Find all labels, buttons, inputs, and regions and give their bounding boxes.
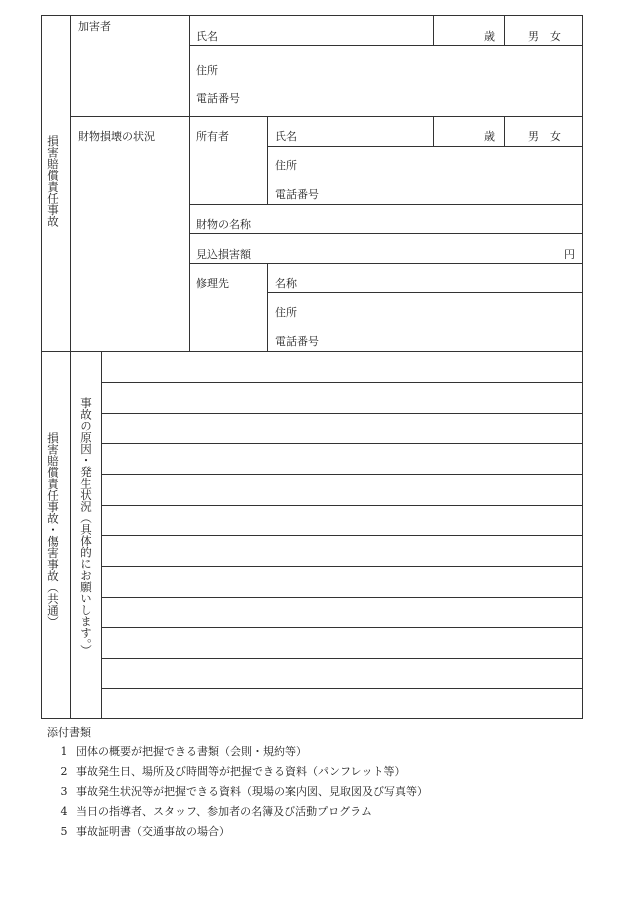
owner-label: 所有者 xyxy=(196,130,229,143)
owner-phone-label: 電話番号 xyxy=(275,188,319,201)
table-border-bottom xyxy=(41,718,583,719)
offender-age-label: 歳 xyxy=(484,30,495,43)
item-name-label: 財物の名称 xyxy=(196,218,251,231)
attachment-number: 2 xyxy=(60,765,68,778)
writing-line xyxy=(101,443,583,444)
writing-line xyxy=(101,535,583,536)
offender-phone-label: 電話番号 xyxy=(196,92,240,105)
row-line xyxy=(267,292,583,293)
col-line xyxy=(504,116,505,146)
repair-name-label: 名称 xyxy=(275,277,297,290)
attachment-text: 当日の指導者、スタッフ、参加者の名簿及び活動プログラム xyxy=(76,805,373,818)
attachment-number: 5 xyxy=(60,825,68,838)
owner-gender-label: 男 女 xyxy=(528,130,561,143)
table-border-right xyxy=(582,15,583,719)
offender-label: 加害者 xyxy=(78,20,111,33)
offender-gender-label: 男 女 xyxy=(528,30,561,43)
section1-vertical-label: 損害賠償責任事故 xyxy=(46,135,60,227)
writing-line xyxy=(101,566,583,567)
cause-label: 事故の原因・発生状況（具体的にお願いします。） xyxy=(79,397,93,656)
owner-name-label: 氏名 xyxy=(275,130,297,143)
attachment-text: 事故発生状況等が把握できる資料（現場の案内図、見取図及び写真等） xyxy=(76,785,428,798)
writing-line xyxy=(101,688,583,689)
section-divider xyxy=(41,351,583,352)
row-line xyxy=(189,263,583,264)
row-line xyxy=(70,116,583,117)
writing-line xyxy=(101,382,583,383)
row-line xyxy=(189,233,583,234)
attachment-text: 事故発生日、場所及び時間等が把握できる資料（パンフレット等） xyxy=(76,765,406,778)
offender-address-label: 住所 xyxy=(196,64,218,77)
writing-line xyxy=(101,627,583,628)
table-border-top xyxy=(41,15,583,16)
col-line xyxy=(267,263,268,351)
writing-line xyxy=(101,505,583,506)
currency-label: 円 xyxy=(564,248,575,261)
row-line xyxy=(267,146,583,147)
table-border-left xyxy=(41,15,42,719)
list-item xyxy=(52,765,405,778)
estimated-damage-label: 見込損害額 xyxy=(196,248,251,261)
owner-address-label: 住所 xyxy=(275,159,297,172)
section2-vertical-label: 損害賠償責任事故・傷害事故（共通） xyxy=(46,432,60,628)
writing-line xyxy=(101,474,583,475)
writing-line xyxy=(101,597,583,598)
col-line xyxy=(504,15,505,45)
repair-phone-label: 電話番号 xyxy=(275,335,319,348)
writing-line xyxy=(101,413,583,414)
repair-address-label: 住所 xyxy=(275,306,297,319)
attachment-number: 1 xyxy=(60,745,68,758)
attachment-text: 事故証明書（交通事故の場合） xyxy=(76,825,230,838)
col-line xyxy=(433,15,434,45)
attachment-text: 団体の概要が把握できる書類（会則・規約等） xyxy=(76,745,307,758)
property-damage-label: 財物損壊の状況 xyxy=(78,130,155,143)
repair-label: 修理先 xyxy=(196,277,229,290)
list-item xyxy=(52,805,372,818)
attachment-number: 3 xyxy=(60,785,68,798)
list-item xyxy=(52,785,428,798)
col-line xyxy=(189,15,190,351)
row-line xyxy=(189,45,583,46)
col-line xyxy=(433,116,434,146)
attachments-title: 添付書類 xyxy=(47,726,91,739)
attachment-number: 4 xyxy=(60,805,68,818)
label-column-divider xyxy=(70,15,71,719)
row-line xyxy=(189,204,583,205)
list-item xyxy=(52,745,307,758)
offender-name-label: 氏名 xyxy=(196,30,218,43)
col-line xyxy=(267,116,268,205)
list-item xyxy=(52,825,230,838)
owner-age-label: 歳 xyxy=(484,130,495,143)
writing-line xyxy=(101,658,583,659)
